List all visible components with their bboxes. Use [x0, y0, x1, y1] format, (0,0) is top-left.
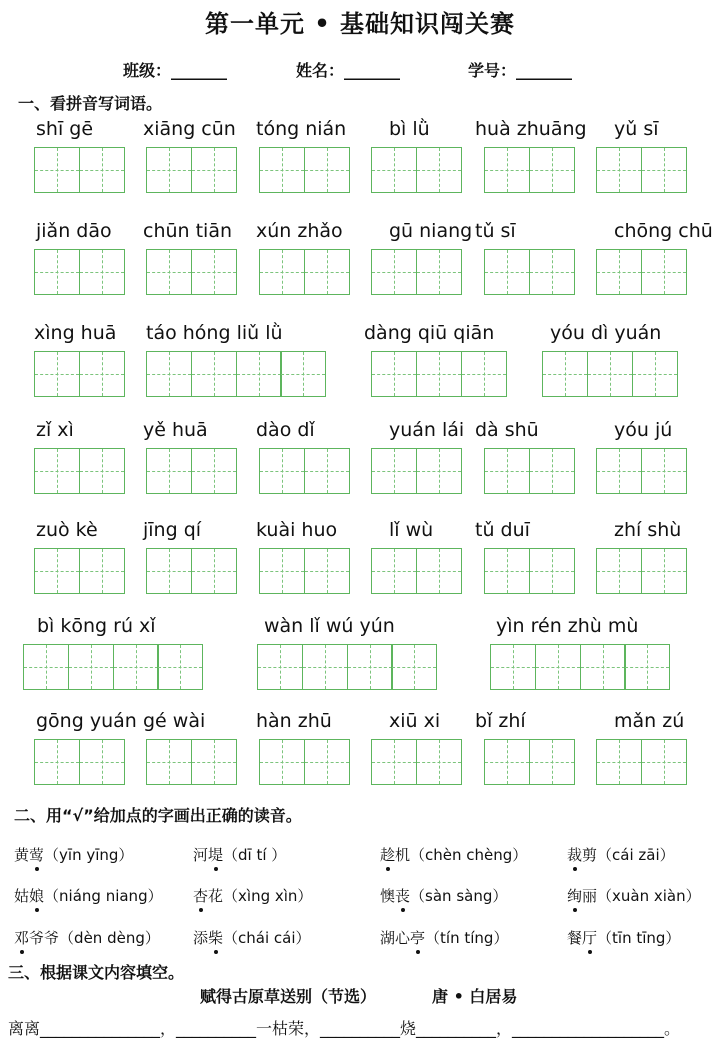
pinyin-label: zǐ xì [36, 419, 74, 441]
pronunciation-item[interactable] [567, 845, 675, 865]
grid-cell[interactable] [191, 548, 237, 594]
writing-grid[interactable] [371, 448, 462, 494]
writing-grid[interactable] [484, 548, 575, 594]
writing-grid[interactable] [259, 249, 350, 295]
dotted-character: 莺 [29, 846, 45, 864]
grid-cell[interactable] [371, 448, 417, 494]
writing-grid[interactable] [259, 548, 350, 594]
pronunciation-item[interactable] [380, 928, 508, 948]
grid-cell[interactable] [596, 739, 642, 785]
pronunciation-item[interactable] [193, 928, 311, 948]
character: 机 [395, 846, 411, 864]
grid-cell[interactable] [416, 249, 462, 295]
grid-cell[interactable] [259, 249, 305, 295]
character: 湖 [380, 929, 396, 947]
student-id-blank[interactable]: _______ [516, 61, 573, 80]
pronunciation-item[interactable] [14, 845, 133, 865]
grid-cell[interactable] [371, 351, 417, 397]
pinyin-label: xìng huā [34, 322, 117, 344]
grid-cell[interactable] [304, 249, 350, 295]
writing-grid[interactable] [371, 739, 462, 785]
grid-cell[interactable] [259, 548, 305, 594]
class-label: 班级： [123, 61, 172, 80]
pinyin-label: xiāng cūn [143, 118, 236, 140]
pinyin-label: mǎn zú [614, 710, 685, 732]
pinyin-label: tǔ sī [475, 220, 516, 242]
pinyin-options[interactable]: （chèn chèng） [410, 846, 528, 864]
pinyin-label: táo hóng liǔ lǜ [146, 322, 283, 344]
pinyin-label: yuán lái [389, 419, 465, 441]
writing-grid[interactable] [371, 249, 462, 295]
writing-grid[interactable] [146, 249, 237, 295]
pinyin-label: gū niang [389, 220, 473, 242]
student-id-label: 学号： [468, 61, 517, 80]
character: 姑 [14, 887, 30, 905]
grid-cell[interactable] [484, 147, 530, 193]
writing-grid[interactable] [371, 147, 462, 193]
pinyin-label: dào dǐ [256, 419, 315, 441]
pinyin-options[interactable]: （tín tíng） [425, 929, 509, 947]
dotted-character: 趁 [380, 846, 396, 864]
grid-cell[interactable] [304, 739, 350, 785]
grid-cell[interactable] [484, 249, 530, 295]
grid-cell[interactable] [416, 739, 462, 785]
pronunciation-item[interactable] [380, 886, 507, 906]
writing-grid[interactable] [259, 739, 350, 785]
pinyin-label: dà shū [475, 419, 539, 441]
dotted-character: 柴 [208, 929, 224, 947]
character: 餐 [567, 929, 583, 947]
name-label: 姓名： [296, 61, 345, 80]
pinyin-label: yǔ sī [614, 118, 659, 140]
grid-cell[interactable] [484, 739, 530, 785]
grid-cell[interactable] [580, 644, 626, 690]
class-field [123, 58, 227, 81]
grid-cell[interactable] [79, 448, 125, 494]
writing-grid[interactable] [596, 548, 687, 594]
grid-cell[interactable] [34, 739, 80, 785]
writing-grid[interactable] [146, 739, 237, 785]
pinyin-label: bì lǜ [389, 118, 430, 140]
writing-grid[interactable] [34, 351, 125, 397]
writing-grid[interactable] [484, 147, 575, 193]
grid-cell[interactable] [257, 644, 303, 690]
grid-cell[interactable] [34, 351, 80, 397]
character: 爷 [44, 929, 60, 947]
grid-cell[interactable] [416, 147, 462, 193]
pinyin-label: bì kōng rú xǐ [37, 615, 156, 637]
grid-cell[interactable] [596, 448, 642, 494]
page-title: 第一单元 • 基础知识闯关赛 [204, 9, 516, 38]
grid-cell[interactable] [484, 548, 530, 594]
pronunciation-item[interactable] [567, 886, 701, 906]
poem-author: 唐 • 白居易 [432, 987, 518, 1006]
class-blank[interactable]: _______ [171, 61, 228, 80]
grid-cell[interactable] [371, 548, 417, 594]
grid-cell[interactable] [191, 739, 237, 785]
pinyin-label: lǐ wù [389, 519, 434, 541]
pinyin-label: dàng qiū qiān [364, 322, 495, 344]
pinyin-label: chūn tiān [143, 220, 233, 242]
grid-cell[interactable] [461, 351, 507, 397]
pronunciation-item[interactable] [14, 928, 160, 948]
pinyin-options[interactable]: （cái zāi） [597, 846, 675, 864]
grid-cell[interactable] [302, 644, 348, 690]
section2-heading: 二、用“√”给加点的字画出正确的读音。 [14, 806, 302, 825]
grid-cell[interactable] [371, 739, 417, 785]
character: 花 [208, 887, 224, 905]
writing-grid[interactable] [259, 448, 350, 494]
pinyin-options[interactable]: （yīn yīng） [44, 846, 134, 864]
grid-cell[interactable] [416, 548, 462, 594]
grid-cell[interactable] [641, 147, 687, 193]
dotted-character: 丧 [395, 887, 411, 905]
grid-cell[interactable] [191, 249, 237, 295]
character: 剪 [582, 846, 598, 864]
writing-grid[interactable] [23, 644, 203, 690]
character: 爷 [29, 929, 45, 947]
poem-title: 赋得古原草送别（节选） [200, 987, 377, 1006]
grid-cell[interactable] [146, 351, 192, 397]
pinyin-label: gé wài [143, 710, 206, 732]
writing-grid[interactable] [34, 249, 125, 295]
grid-cell[interactable] [146, 147, 192, 193]
writing-grid[interactable] [146, 548, 237, 594]
grid-cell[interactable] [632, 351, 678, 397]
pinyin-label: chōng chū [614, 220, 713, 242]
pinyin-options[interactable]: （dèn dèng） [59, 929, 160, 947]
writing-grid[interactable] [596, 448, 687, 494]
writing-grid[interactable] [371, 548, 462, 594]
writing-grid[interactable] [146, 147, 237, 193]
grid-cell[interactable] [113, 644, 159, 690]
grid-cell[interactable] [529, 739, 575, 785]
pinyin-options[interactable]: （xuàn xiàn） [597, 887, 701, 905]
pinyin-label: yóu dì yuán [550, 322, 662, 344]
pronunciation-item[interactable] [193, 886, 312, 906]
grid-cell[interactable] [347, 644, 393, 690]
dotted-character: 堤 [208, 846, 224, 864]
student-id-field [468, 58, 572, 81]
dotted-character: 裁 [567, 846, 583, 864]
grid-cell[interactable] [304, 147, 350, 193]
grid-cell[interactable] [529, 147, 575, 193]
grid-cell[interactable] [157, 644, 203, 690]
grid-cell[interactable] [484, 448, 530, 494]
writing-grid[interactable] [371, 351, 507, 397]
grid-cell[interactable] [146, 448, 192, 494]
pinyin-label: yìn rén zhù mù [496, 615, 639, 637]
pronunciation-item[interactable] [193, 845, 286, 865]
writing-grid[interactable] [34, 448, 125, 494]
grid-cell[interactable] [236, 351, 282, 397]
dotted-character: 厅 [582, 929, 598, 947]
writing-grid[interactable] [146, 351, 326, 397]
writing-grid[interactable] [596, 739, 687, 785]
pinyin-label: zuò kè [36, 519, 98, 541]
grid-cell[interactable] [191, 448, 237, 494]
grid-cell[interactable] [587, 351, 633, 397]
grid-cell[interactable] [79, 147, 125, 193]
dotted-character: 亭 [410, 929, 426, 947]
pinyin-label: bǐ zhí [475, 710, 526, 732]
pinyin-label: zhí shù [614, 519, 682, 541]
pinyin-label: wàn lǐ wú yún [264, 615, 395, 637]
grid-cell[interactable] [596, 147, 642, 193]
grid-cell[interactable] [371, 147, 417, 193]
pronunciation-item[interactable] [14, 886, 163, 906]
writing-grid[interactable] [484, 249, 575, 295]
pinyin-label: tóng nián [256, 118, 347, 140]
writing-grid[interactable] [596, 147, 687, 193]
pinyin-label: xún zhǎo [256, 220, 343, 242]
pinyin-options[interactable]: （sàn sàng） [410, 887, 508, 905]
pronunciation-item[interactable] [380, 845, 527, 865]
character: 心 [395, 929, 411, 947]
grid-cell[interactable] [624, 644, 670, 690]
grid-cell[interactable] [529, 249, 575, 295]
pinyin-options[interactable]: （chái cái） [223, 929, 311, 947]
dotted-character: 杏 [193, 887, 209, 905]
writing-grid[interactable] [34, 548, 125, 594]
writing-grid[interactable] [146, 448, 237, 494]
grid-cell[interactable] [79, 548, 125, 594]
dotted-character: 绚 [567, 887, 583, 905]
grid-cell[interactable] [416, 448, 462, 494]
grid-cell[interactable] [79, 249, 125, 295]
pronunciation-item[interactable] [567, 928, 680, 948]
grid-cell[interactable] [259, 448, 305, 494]
grid-cell[interactable] [34, 448, 80, 494]
grid-cell[interactable] [641, 249, 687, 295]
pinyin-label: hàn zhū [256, 710, 332, 732]
grid-cell[interactable] [280, 351, 326, 397]
poem-fill-line[interactable]: 离离_______________，__________一枯荣，__________烧__________，___________________。 [8, 1019, 681, 1038]
writing-grid[interactable] [257, 644, 437, 690]
grid-cell[interactable] [34, 147, 80, 193]
writing-grid[interactable] [484, 448, 575, 494]
pinyin-label: xiū xi [389, 710, 441, 732]
section1-heading: 一、看拼音写词语。 [18, 94, 163, 113]
grid-cell[interactable] [34, 548, 80, 594]
section3-heading: 三、根据课文内容填空。 [8, 963, 185, 982]
grid-cell[interactable] [641, 448, 687, 494]
pinyin-label: huà zhuāng [475, 118, 587, 140]
grid-cell[interactable] [79, 739, 125, 785]
pinyin-options[interactable]: （tīn tīng） [597, 929, 681, 947]
grid-cell[interactable] [68, 644, 114, 690]
writing-grid[interactable] [259, 147, 350, 193]
pinyin-options[interactable]: （xìng xìn） [223, 887, 313, 905]
character: 懊 [380, 887, 396, 905]
pinyin-label: tǔ duī [475, 519, 530, 541]
name-field [296, 58, 400, 81]
grid-cell[interactable] [191, 351, 237, 397]
dotted-character: 娘 [29, 887, 45, 905]
grid-cell[interactable] [641, 548, 687, 594]
grid-cell[interactable] [542, 351, 588, 397]
pinyin-label: gōng yuán [36, 710, 137, 732]
grid-cell[interactable] [529, 548, 575, 594]
grid-cell[interactable] [191, 147, 237, 193]
writing-grid[interactable] [490, 644, 670, 690]
grid-cell[interactable] [259, 147, 305, 193]
pinyin-label: kuài huo [256, 519, 338, 541]
writing-grid[interactable] [34, 739, 125, 785]
grid-cell[interactable] [596, 548, 642, 594]
character: 河 [193, 846, 209, 864]
character: 黄 [14, 846, 30, 864]
writing-grid[interactable] [596, 249, 687, 295]
dotted-character: 邓 [14, 929, 30, 947]
grid-cell[interactable] [146, 739, 192, 785]
grid-cell[interactable] [535, 644, 581, 690]
writing-grid[interactable] [484, 739, 575, 785]
grid-cell[interactable] [34, 249, 80, 295]
grid-cell[interactable] [259, 739, 305, 785]
grid-cell[interactable] [23, 644, 69, 690]
grid-cell[interactable] [371, 249, 417, 295]
name-blank[interactable]: _______ [344, 61, 401, 80]
writing-grid[interactable] [34, 147, 125, 193]
grid-cell[interactable] [391, 644, 437, 690]
grid-cell[interactable] [304, 448, 350, 494]
pinyin-label: shī gē [36, 118, 94, 140]
pinyin-label: yóu jú [614, 419, 673, 441]
pinyin-options[interactable]: （niáng niang） [44, 887, 163, 905]
grid-cell[interactable] [596, 249, 642, 295]
grid-cell[interactable] [304, 548, 350, 594]
grid-cell[interactable] [490, 644, 536, 690]
grid-cell[interactable] [416, 351, 462, 397]
character: 添 [193, 929, 209, 947]
character: 丽 [582, 887, 598, 905]
pinyin-label: yě huā [143, 419, 208, 441]
pinyin-label: jiǎn dāo [36, 220, 112, 242]
grid-cell[interactable] [641, 739, 687, 785]
pinyin-label: jīng qí [143, 519, 202, 541]
grid-cell[interactable] [529, 448, 575, 494]
writing-grid[interactable] [542, 351, 678, 397]
grid-cell[interactable] [79, 351, 125, 397]
grid-cell[interactable] [146, 548, 192, 594]
grid-cell[interactable] [146, 249, 192, 295]
pinyin-options[interactable]: （dī tí ） [223, 846, 287, 864]
